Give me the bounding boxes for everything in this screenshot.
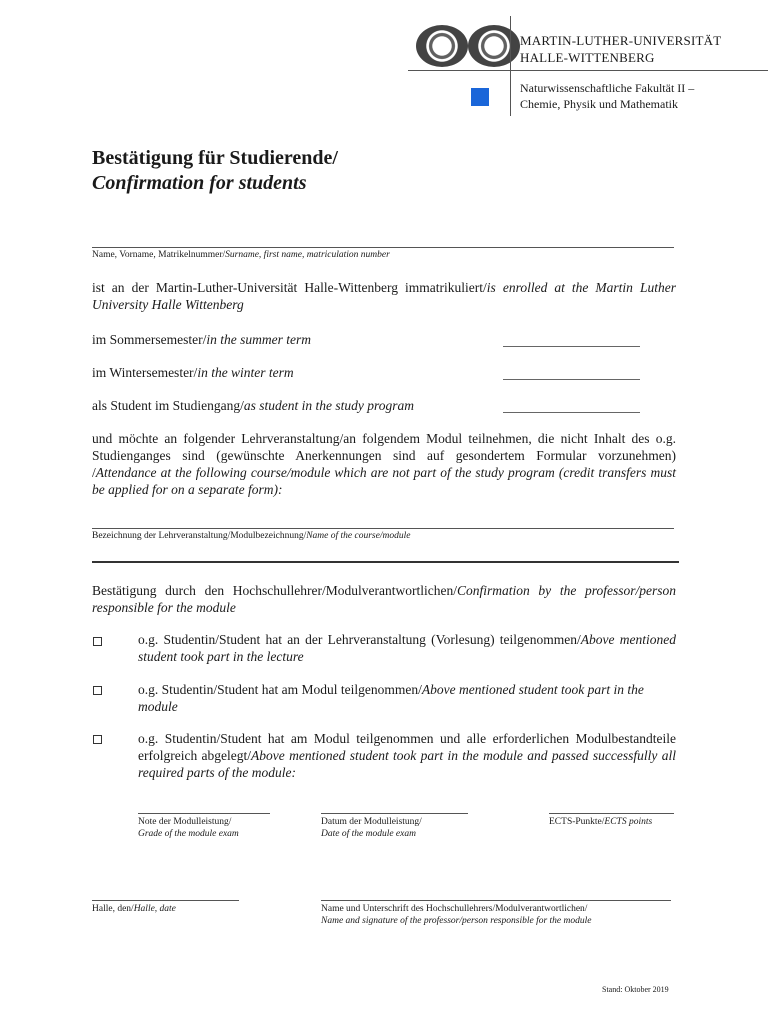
signature-label — [321, 903, 591, 927]
grade-label-de: Note der Modulleistung/ — [138, 817, 232, 827]
title-en: Confirmation for students — [92, 172, 307, 194]
option-module-en: Above mentioned student took part in the module — [138, 682, 644, 714]
term-summer — [92, 331, 311, 348]
section-separator — [92, 561, 679, 563]
module-label-en: Name of the course/module — [306, 531, 411, 541]
date-label-en: Date of the module exam — [321, 829, 416, 839]
name-field-label — [92, 250, 390, 260]
faculty-color-square — [471, 88, 489, 106]
ects-label-de: ECTS-Punkte/ — [549, 817, 605, 827]
faculty-line2: Chemie, Physik und Mathematik — [520, 97, 678, 111]
name-field-line[interactable] — [92, 247, 674, 248]
name-label-de: Name, Vorname, Matrikelnummer/ — [92, 250, 226, 260]
enrolled-en: is enrolled at the Martin Luther University Halle Wittenberg — [92, 280, 676, 312]
option-module-text — [138, 681, 676, 715]
ects-label-en: ECTS points — [604, 817, 653, 827]
option-lecture-text — [138, 631, 676, 665]
university-line1: MARTIN-LUTHER-UNIVERSITÄT — [520, 33, 722, 48]
name-label-en: Surname, first name, matriculation number — [225, 250, 390, 260]
attendance-paragraph — [92, 430, 676, 498]
summer-term-blank[interactable] — [503, 345, 640, 347]
university-seal-left-logo — [416, 25, 468, 67]
option-passed-en: Above mentioned student took part in the module and passed successfully all required parts of the module: — [138, 748, 676, 780]
term-winter-en: in the winter term — [197, 365, 294, 380]
term-summer-de: im Sommersemester/ — [92, 332, 207, 347]
date-field-line[interactable] — [321, 813, 468, 814]
option-lecture-en: Above mentioned student took part in the lecture — [138, 632, 676, 664]
term-summer-en: in the summer term — [206, 332, 311, 347]
module-label-de: Bezeichnung der Lehrveranstaltung/Modulbezeichnung/ — [92, 531, 307, 541]
place-label-en: Halle, date — [133, 904, 176, 914]
university-seal-right-logo — [468, 25, 520, 67]
document-title — [92, 146, 338, 196]
option-module-de: o.g. Studentin/Student hat am Modul teilgenommen/ — [138, 682, 422, 697]
document-version: Stand: Oktober 2019 — [602, 985, 669, 994]
sign-label-de: Name und Unterschrift des Hochschullehrers/Modulverantwortlichen/ — [321, 904, 588, 914]
confirmation-heading — [92, 582, 676, 616]
university-line2: HALLE-WITTENBERG — [520, 50, 655, 65]
option-module-checkbox[interactable] — [93, 686, 102, 695]
sign-label-en: Name and signature of the professor/person responsible for the module — [321, 916, 592, 926]
attendance-de: und möchte an folgender Lehrveranstaltung/an folgendem Modul teilnehmen, die nicht Inhalt des o.g. Studienganges sind (gewünschte Anerkennungen sind auf gesondertem Formular vorzunehmen) / — [92, 431, 676, 480]
signature-field-line[interactable] — [321, 900, 671, 901]
faculty-name — [520, 80, 694, 112]
place-date-field-line[interactable] — [92, 900, 239, 901]
study-program-blank[interactable] — [503, 411, 640, 413]
grade-label-en: Grade of the module exam — [138, 829, 239, 839]
option-passed-de: o.g. Studentin/Student hat am Modul teilgenommen und alle erforderlichen Modulbestandteile erfolgreich abgelegt/ — [138, 731, 676, 763]
option-passed-text — [138, 730, 676, 781]
date-label-de: Datum der Modulleistung/ — [321, 817, 422, 827]
ects-field-line[interactable] — [549, 813, 674, 814]
header-horizontal-divider — [408, 70, 768, 71]
module-field-line[interactable] — [92, 528, 674, 529]
term-winter — [92, 364, 294, 381]
option-lecture-de: o.g. Studentin/Student hat an der Lehrveranstaltung (Vorlesung) teilgenommen/ — [138, 632, 581, 647]
faculty-line1: Naturwissenschaftliche Fakultät II – — [520, 81, 695, 95]
place-date-label — [92, 903, 176, 915]
date-field-label — [321, 816, 422, 840]
place-label-de: Halle, den/ — [92, 904, 134, 914]
grade-field-line[interactable] — [138, 813, 270, 814]
term-winter-de: im Wintersemester/ — [92, 365, 198, 380]
confirmation-en: Confirmation by the professor/person responsible for the module — [92, 583, 676, 615]
title-de: Bestätigung für Studierende/ — [92, 147, 338, 169]
confirmation-de: Bestätigung durch den Hochschullehrer/Modulverantwortlichen/ — [92, 583, 457, 598]
option-passed-checkbox[interactable] — [93, 735, 102, 744]
term-program-de: als Student im Studiengang/ — [92, 398, 244, 413]
enrolled-statement — [92, 279, 676, 313]
attendance-en: Attendance at the following course/module which are not part of the study program (credit transfers must be applied for on a separate form): — [92, 465, 676, 497]
option-lecture-checkbox[interactable] — [93, 637, 102, 646]
grade-field-label — [138, 816, 239, 840]
university-name — [520, 32, 721, 66]
term-program-en: as student in the study program — [243, 398, 414, 413]
term-study-program — [92, 397, 414, 414]
module-field-label — [92, 531, 410, 541]
header-vertical-divider — [510, 16, 511, 116]
winter-term-blank[interactable] — [503, 378, 640, 380]
ects-field-label — [549, 816, 652, 828]
enrolled-de: ist an der Martin-Luther-Universität Halle-Wittenberg immatrikuliert/ — [92, 280, 487, 295]
